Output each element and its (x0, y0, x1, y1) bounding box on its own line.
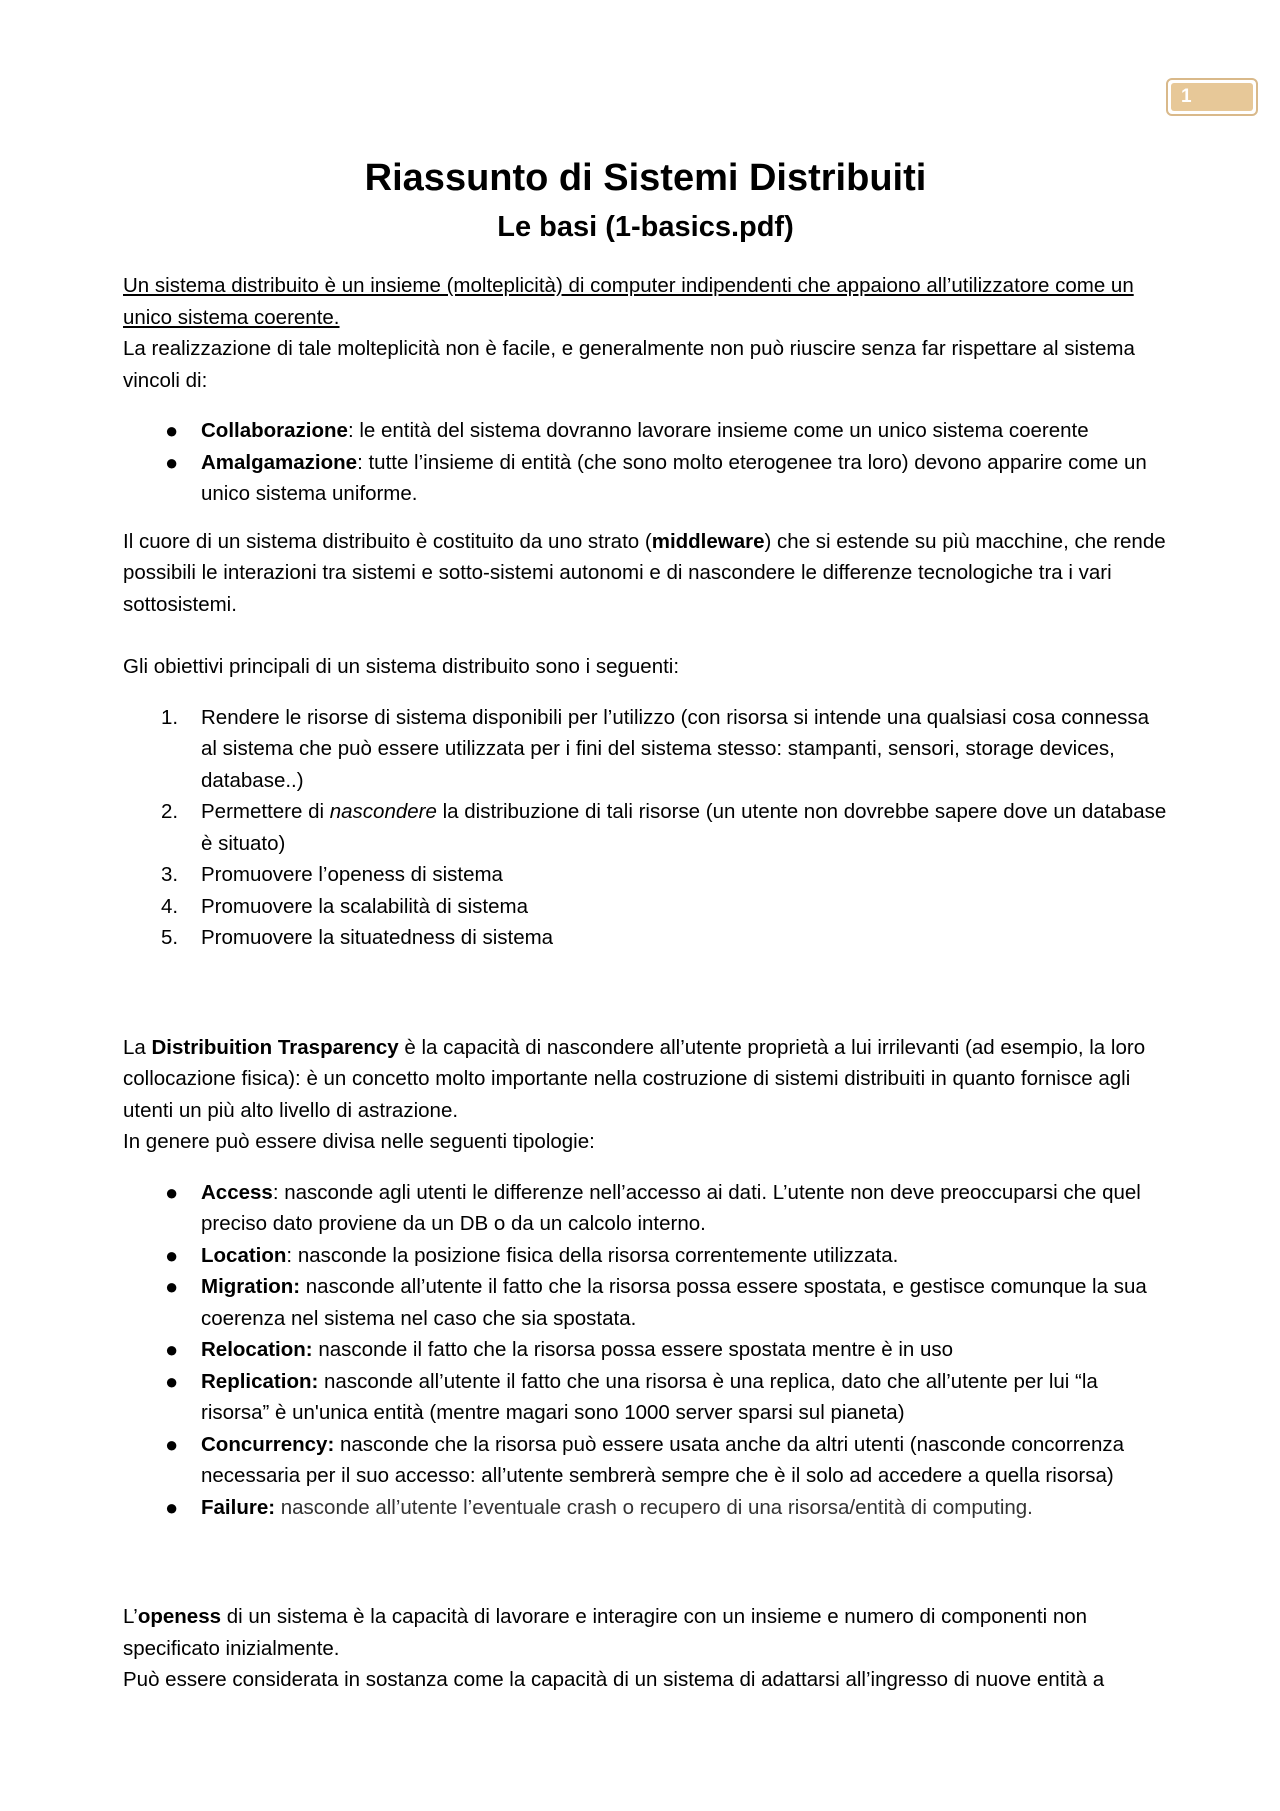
constraints-list (123, 415, 1168, 510)
list-item-term: Location (201, 1243, 287, 1267)
transparency-types-intro: In genere può essere divisa nelle seguenti tipologie: (123, 1130, 595, 1153)
transparency-paragraph (123, 1032, 1168, 1158)
list-number: 4. (161, 894, 179, 918)
list-item-text: Permettere di (201, 800, 330, 823)
list-item (123, 1240, 1168, 1272)
constraints-intro: La realizzazione di tale molteplicità non è facile, e generalmente non può riuscire senza far rispettare al sistema vincoli di: (123, 337, 1135, 392)
list-item-text: nasconde all’utente l’eventuale crash o recupero di una risorsa/entità di computing. (275, 1495, 1033, 1519)
list-item (123, 922, 1168, 954)
list-item-text: nasconde il fatto che la risorsa possa essere spostata mentre è in uso (312, 1338, 954, 1361)
list-item-text: Promuovere la situatedness di sistema (201, 926, 554, 949)
objectives-list (123, 702, 1168, 954)
definition-paragraph (123, 270, 1168, 396)
transparency-text-before: La (123, 1035, 152, 1059)
list-item (123, 415, 1168, 447)
middleware-text-before: Il cuore di un sistema distribuito è costituito da uno strato ( (123, 529, 652, 553)
definition-text: Un sistema distribuito è un insieme (molteplicità) di computer indipendenti che appaiono all’utilizzatore come un unico sistema coerente. (123, 274, 1134, 329)
transparency-types-list (123, 1177, 1168, 1524)
list-item (123, 1271, 1168, 1334)
list-item-text: nasconde all’utente il fatto che la risorsa possa essere spostata, e gestisce comunque la sua coerenza nel sistema nel caso che sia spostata. (201, 1275, 1147, 1330)
bullet-icon: ● (165, 1337, 179, 1362)
bullet-icon: ● (165, 1368, 179, 1394)
list-item (123, 1492, 1168, 1524)
list-item (123, 447, 1168, 510)
list-item-text: nasconde all’utente il fatto che una risorsa è una replica, dato che all’utente per lui “la risorsa” è un'unica entità (mentre magari sono 1000 server sparsi sul pianeta) (201, 1369, 1098, 1424)
list-number: 5. (161, 926, 179, 949)
list-item-text: nasconde che la risorsa può essere usata anche da altri utenti (nasconde concorrenza necessaria per il suo accesso: all’utente sembrerà sempre che è il solo ad accedere a quella risorsa) (201, 1432, 1125, 1487)
list-item (123, 1366, 1168, 1429)
list-item (123, 1429, 1168, 1492)
list-item-text: : tutte l’insieme di entità (che sono molto eterogenee tra loro) devono apparire come un unico sistema uniforme. (201, 450, 1147, 505)
document-subtitle: Le basi (1-basics.pdf) (497, 211, 794, 243)
openess-text-after: di un sistema è la capacità di lavorare e interagire con un insieme e numero di componenti non specificato inizialmente. (123, 1605, 1088, 1660)
list-item-text: Promuovere l’openess di sistema (201, 863, 503, 886)
objectives-intro: Gli obiettivi principali di un sistema distribuito sono i seguenti: (123, 655, 680, 678)
openess-term: openess (137, 1605, 221, 1628)
list-item-text: Promuovere la scalabilità di sistema (201, 894, 528, 918)
middleware-text-after: ) che si estende su più macchine, che rende possibili le interazioni tra sistemi e sotto-sistemi autonomi e di nascondere le differenze tecnologiche tra i vari sottosistemi. (123, 529, 1166, 616)
list-item (123, 859, 1168, 891)
bullet-icon: ● (165, 1179, 179, 1205)
list-item-text: Rendere le risorse di sistema disponibili per l’utilizzo (con risorsa si intende una qualsiasi cosa connessa al sistema che può essere utilizzata per i fini del sistema stesso: stampanti, sensori, storage devices, database..) (201, 705, 1150, 792)
bullet-icon: ● (165, 1242, 179, 1268)
list-number: 2. (161, 800, 179, 823)
document-title: Riassunto di Sistemi Distribuiti (364, 157, 927, 199)
page-number-badge (1166, 78, 1258, 116)
list-item-term: Failure: (201, 1495, 276, 1519)
document-body (123, 150, 1168, 1696)
openess-paragraph (123, 1601, 1168, 1696)
openess-last-line: Può essere considerata in sostanza come la capacità di un sistema di adattarsi all’ingresso di nuove entità a (123, 1668, 1105, 1691)
bullet-icon: ● (165, 418, 179, 443)
bullet-icon: ● (165, 1274, 179, 1299)
list-item-text: : le entità del sistema dovranno lavorare insieme come un unico sistema coerente (347, 419, 1089, 442)
list-item-term: Relocation: (201, 1338, 313, 1361)
list-number: 1. (161, 705, 179, 729)
list-item (123, 702, 1168, 797)
transparency-text-after: è la capacità di nascondere all’utente proprietà a lui irrilevanti (ad esempio, la loro collocazione fisica): è un concetto molto importante nella costruzione di sistemi distribuiti in quanto fornisce agli utenti un più alto livello di astrazione. (123, 1035, 1146, 1122)
bullet-icon: ● (165, 1431, 179, 1457)
list-item-term: Access (201, 1180, 273, 1204)
bullet-icon: ● (165, 449, 179, 475)
transparency-term: Distribuition Trasparency (151, 1035, 399, 1059)
list-item (123, 1334, 1168, 1366)
list-item-text: : nasconde agli utenti le differenze nell’accesso ai dati. L’utente non deve preoccuparsi che quel preciso dato proviene da un DB o da un calcolo interno. (201, 1180, 1141, 1235)
page-number: 1 (1171, 83, 1253, 111)
list-item (123, 1177, 1168, 1240)
list-item-term: Amalgamazione (201, 450, 358, 474)
list-item-text: la distribuzione di tali risorse (un utente non dovrebbe sapere dove un database è situato) (201, 800, 1167, 855)
list-item-term: Concurrency: (201, 1432, 335, 1456)
list-number: 3. (161, 863, 179, 886)
list-item-text: : nasconde la posizione fisica della risorsa correntemente utilizzata. (286, 1243, 899, 1267)
list-item (123, 796, 1168, 859)
middleware-paragraph (123, 526, 1168, 621)
list-item-term: Replication: (201, 1369, 319, 1393)
list-item-term: Migration: (201, 1275, 301, 1298)
middleware-term: middleware (651, 529, 765, 553)
list-item-emphasis: nascondere (329, 800, 437, 823)
bullet-icon: ● (165, 1494, 179, 1520)
list-item-term: Collaborazione (201, 419, 348, 442)
list-item (123, 891, 1168, 923)
openess-text-before: L’ (123, 1605, 138, 1628)
